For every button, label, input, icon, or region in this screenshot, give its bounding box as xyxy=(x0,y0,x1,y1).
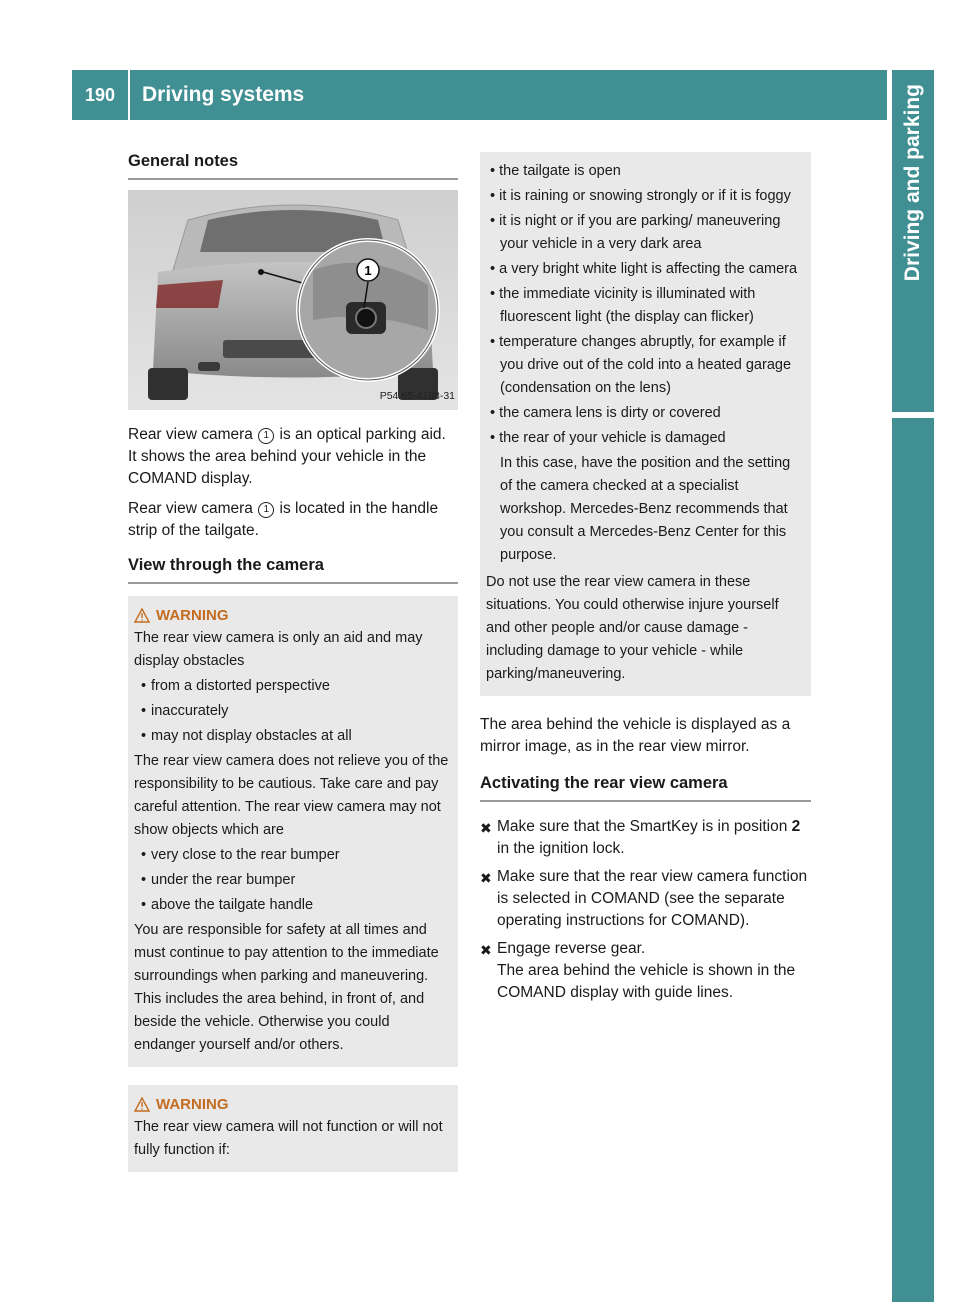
list-item: • very close to the rear bumper xyxy=(141,847,340,863)
warning-triangle-icon xyxy=(134,608,150,623)
side-strip xyxy=(892,418,934,1302)
warning-title-text: WARNING xyxy=(156,1096,229,1113)
figure-callout-1: 1 xyxy=(364,263,372,278)
list-item-text: it is night or if you are parking/ maneuvering your vehicle in a very dark area xyxy=(499,213,781,252)
text-span: in the ignition lock. xyxy=(497,840,625,857)
warning-triangle-icon xyxy=(134,1097,150,1112)
paragraph-mirror: The area behind the vehicle is displayed as a mirror image, as in the rear view mirror. xyxy=(480,716,791,755)
list-item-text: the tailgate is open xyxy=(499,163,621,179)
figure-code: P54.65-4188-31 xyxy=(379,390,455,402)
position-value: 2 xyxy=(791,818,801,835)
list-item-text: above the tailgate handle xyxy=(151,897,314,913)
list-item: • the immediate vicinity is illuminated with fluorescent light (the display can flicker) xyxy=(490,286,756,325)
chapter-title: Driving systems xyxy=(142,83,305,106)
warning-closing-text: Do not use the rear view camera in these situations. You could otherwise injure yourself and other people and/or cause damage - including damage to your vehicle - while parking/maneuvering. xyxy=(486,574,779,682)
list-item-text: may not display obstacles at all xyxy=(151,728,352,744)
right-column xyxy=(480,152,811,1006)
warning-intro: The rear view camera is only an aid and may display obstacles xyxy=(134,630,423,669)
list-item: • a very bright white light is affecting the camera xyxy=(490,261,798,277)
step-item xyxy=(480,816,811,860)
list-item: • the tailgate is open xyxy=(490,163,621,179)
rear-view-camera-figure xyxy=(128,190,458,410)
warning-title xyxy=(134,1093,452,1116)
list-item: • the rear of your vehicle is damaged xyxy=(490,430,726,446)
text-span: is an optical parking aid. It shows the area behind your vehicle in the COMAND display. xyxy=(128,426,446,487)
step-item xyxy=(480,938,811,1004)
text-span: Rear view camera xyxy=(128,500,258,517)
list-item-text: the rear of your vehicle is damaged xyxy=(499,430,726,446)
list-item-text: under the rear bumper xyxy=(151,872,296,888)
page-number: 190 xyxy=(84,84,116,105)
step-result-text: The area behind the vehicle is shown in the COMAND display with guide lines. xyxy=(497,962,796,1001)
warning-box-1 xyxy=(128,596,458,1067)
text-span: Rear view camera xyxy=(128,426,258,443)
header-bar xyxy=(72,70,887,120)
list-item: • temperature changes abruptly, for example if you drive out of the cold into a heated garage (condensation on the lens) xyxy=(490,334,792,396)
list-item: • inaccurately xyxy=(141,703,229,719)
text-span: is located in the handle strip of the tailgate. xyxy=(128,500,439,539)
text-span: Engage reverse gear. xyxy=(497,940,646,957)
list-item: • it is night or if you are parking/ maneuvering your vehicle in a very dark area xyxy=(490,213,781,252)
list-item: • from a distorted perspective xyxy=(141,678,330,694)
list-item-text: from a distorted perspective xyxy=(151,678,330,694)
list-item-text: it is raining or snowing strongly or if it is foggy xyxy=(499,188,791,204)
warning-box-2 xyxy=(128,1085,458,1172)
left-column xyxy=(128,150,458,1172)
text-span: Make sure that the SmartKey is in position xyxy=(497,818,792,835)
warning-text-2: The rear view camera does not relieve you of the responsibility to be cautious. Take care and pay careful attention. The rear view camera may not show objects which are xyxy=(134,753,449,838)
list-item: • above the tailgate handle xyxy=(141,897,314,913)
warning-title-text: WARNING xyxy=(156,607,229,624)
list-item-continuation: In this case, have the position and the setting of the camera checked at a specialist workshop. Mercedes-Benz recommends that you consult a Mercedes-Benz Center for this purpose. xyxy=(500,455,791,563)
section-heading-activating: Activating the rear view camera xyxy=(480,772,811,802)
list-item-text: the camera lens is dirty or covered xyxy=(499,405,721,421)
list-item: • it is raining or snowing strongly or if it is foggy xyxy=(490,188,791,204)
paragraph-intro xyxy=(128,424,458,490)
warning-box-2-continued xyxy=(480,152,811,696)
warning-text: The rear view camera will not function or will not fully function if: xyxy=(134,1119,443,1158)
step-arrow-icon: ✖ xyxy=(480,942,492,958)
step-text xyxy=(497,938,811,1004)
paragraph-location xyxy=(128,498,458,542)
section-heading-general-notes: General notes xyxy=(128,150,458,180)
callout-1-icon: 1 xyxy=(258,502,274,518)
side-tab-label: Driving and parking xyxy=(901,84,924,282)
list-item: • may not display obstacles at all xyxy=(141,728,352,744)
list-item-text: the immediate vicinity is illuminated with fluorescent light (the display can flicker) xyxy=(499,286,756,325)
step-arrow-icon: ✖ xyxy=(480,870,492,886)
step-arrow-icon: ✖ xyxy=(480,820,492,836)
warning-title xyxy=(134,604,452,627)
step-text: Make sure that the rear view camera function is selected in COMAND (see the separate operating instructions for COMAND). xyxy=(497,868,808,929)
callout-1-icon: 1 xyxy=(258,428,274,444)
list-item: • under the rear bumper xyxy=(141,872,296,888)
list-item-text: temperature changes abruptly, for example if you drive out of the cold into a heated garage (condensation on the lens) xyxy=(499,334,792,396)
step-text xyxy=(497,816,811,860)
list-item-text: inaccurately xyxy=(151,703,229,719)
section-heading-view: View through the camera xyxy=(128,554,458,584)
list-item-text: very close to the rear bumper xyxy=(151,847,340,863)
warning-text-3: You are responsible for safety at all times and must continue to pay attention to the immediate surroundings when parking and maneuvering. This includes the area behind, in front of, and beside the vehicle. Otherwise you could endanger yourself and/or others. xyxy=(134,922,439,1053)
step-item xyxy=(480,866,811,932)
list-item-text: a very bright white light is affecting the camera xyxy=(499,261,798,277)
car-rear-illustration xyxy=(128,190,458,410)
list-item: • the camera lens is dirty or covered xyxy=(490,405,721,421)
side-tab xyxy=(892,70,934,412)
